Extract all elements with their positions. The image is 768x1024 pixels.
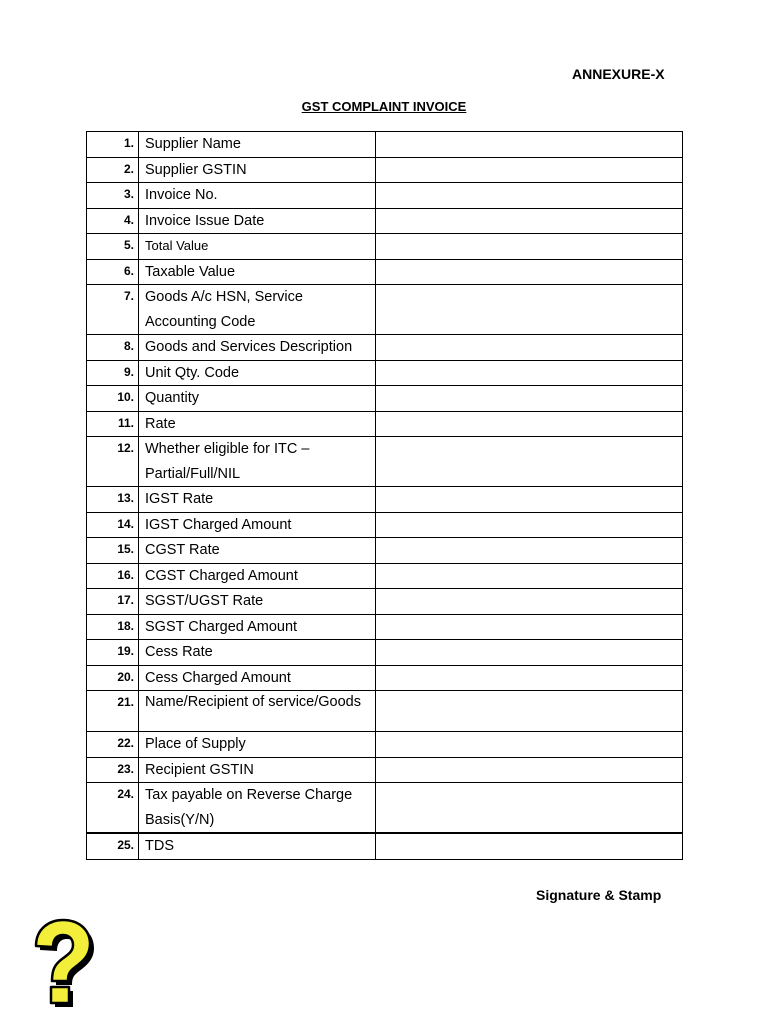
annexure-label: ANNEXURE-X [572, 66, 665, 82]
field-label: Invoice No. [139, 183, 376, 209]
document-title: GST COMPLAINT INVOICE [301, 99, 467, 114]
row-number: 11. [87, 411, 139, 437]
table-row [87, 285, 683, 335]
table-row [87, 589, 683, 615]
table-row [87, 183, 683, 209]
table-row [87, 512, 683, 538]
field-label: Place of Supply [139, 732, 376, 758]
table-row [87, 614, 683, 640]
row-number: 25. [87, 833, 139, 859]
field-value-cell [376, 732, 683, 758]
table-row [87, 208, 683, 234]
table-row [87, 563, 683, 589]
question-mark-icon[interactable] [22, 918, 102, 1008]
field-value-cell [376, 208, 683, 234]
field-label: Taxable Value [139, 259, 376, 285]
field-label: Tax payable on Reverse Charge Basis(Y/N) [139, 783, 376, 834]
field-label: Quantity [139, 386, 376, 412]
field-value-cell [376, 259, 683, 285]
row-number: 9. [87, 360, 139, 386]
field-value-cell [376, 538, 683, 564]
table-row [87, 157, 683, 183]
row-number: 8. [87, 335, 139, 361]
row-number: 23. [87, 757, 139, 783]
field-value-cell [376, 335, 683, 361]
field-value-cell [376, 285, 683, 335]
row-number: 6. [87, 259, 139, 285]
field-value-cell [376, 783, 683, 834]
field-value-cell [376, 665, 683, 691]
row-number: 1. [87, 132, 139, 158]
field-value-cell [376, 691, 683, 732]
table-row [87, 437, 683, 487]
table-row [87, 833, 683, 859]
table-row [87, 335, 683, 361]
field-value-cell [376, 614, 683, 640]
table-row [87, 783, 683, 834]
field-value-cell [376, 512, 683, 538]
table-row [87, 360, 683, 386]
row-number: 12. [87, 437, 139, 487]
signature-label: Signature & Stamp [536, 887, 662, 903]
row-number: 15. [87, 538, 139, 564]
field-label: Supplier Name [139, 132, 376, 158]
field-value-cell [376, 360, 683, 386]
field-label: Invoice Issue Date [139, 208, 376, 234]
field-label: Name/Recipient of service/Goods [139, 691, 376, 732]
table-row [87, 386, 683, 412]
row-number: 20. [87, 665, 139, 691]
row-number: 22. [87, 732, 139, 758]
row-number: 10. [87, 386, 139, 412]
row-number: 17. [87, 589, 139, 615]
field-label: Cess Rate [139, 640, 376, 666]
table-row [87, 132, 683, 158]
field-label: Goods and Services Description [139, 335, 376, 361]
row-number: 5. [87, 234, 139, 260]
field-label: CGST Charged Amount [139, 563, 376, 589]
row-number: 13. [87, 487, 139, 513]
field-value-cell [376, 234, 683, 260]
field-value-cell [376, 437, 683, 487]
field-label: SGST Charged Amount [139, 614, 376, 640]
field-label: Goods A/c HSN, Service Accounting Code [139, 285, 376, 335]
table-row [87, 757, 683, 783]
row-number: 21. [87, 691, 139, 732]
field-value-cell [376, 487, 683, 513]
table-row [87, 411, 683, 437]
field-label: Rate [139, 411, 376, 437]
field-label: TDS [139, 833, 376, 859]
field-value-cell [376, 757, 683, 783]
table-row [87, 691, 683, 732]
table-row [87, 665, 683, 691]
table-row [87, 259, 683, 285]
row-number: 2. [87, 157, 139, 183]
row-number: 16. [87, 563, 139, 589]
field-label: Recipient GSTIN [139, 757, 376, 783]
table-row [87, 538, 683, 564]
row-number: 18. [87, 614, 139, 640]
field-value-cell [376, 132, 683, 158]
field-label: Whether eligible for ITC – Partial/Full/NIL [139, 437, 376, 487]
field-value-cell [376, 589, 683, 615]
row-number: 3. [87, 183, 139, 209]
invoice-fields-table [86, 131, 683, 860]
field-value-cell [376, 157, 683, 183]
row-number: 14. [87, 512, 139, 538]
field-value-cell [376, 411, 683, 437]
field-label: Cess Charged Amount [139, 665, 376, 691]
table-row [87, 234, 683, 260]
field-label: SGST/UGST Rate [139, 589, 376, 615]
field-label: CGST Rate [139, 538, 376, 564]
table-row [87, 640, 683, 666]
field-value-cell [376, 563, 683, 589]
row-number: 4. [87, 208, 139, 234]
field-label: IGST Charged Amount [139, 512, 376, 538]
field-value-cell [376, 833, 683, 859]
field-label: IGST Rate [139, 487, 376, 513]
table-row [87, 487, 683, 513]
field-label: Supplier GSTIN [139, 157, 376, 183]
field-value-cell [376, 640, 683, 666]
row-number: 7. [87, 285, 139, 335]
row-number: 24. [87, 783, 139, 834]
field-label: Unit Qty. Code [139, 360, 376, 386]
field-value-cell [376, 386, 683, 412]
table-row [87, 732, 683, 758]
field-value-cell [376, 183, 683, 209]
row-number: 19. [87, 640, 139, 666]
field-label: Total Value [139, 234, 376, 260]
